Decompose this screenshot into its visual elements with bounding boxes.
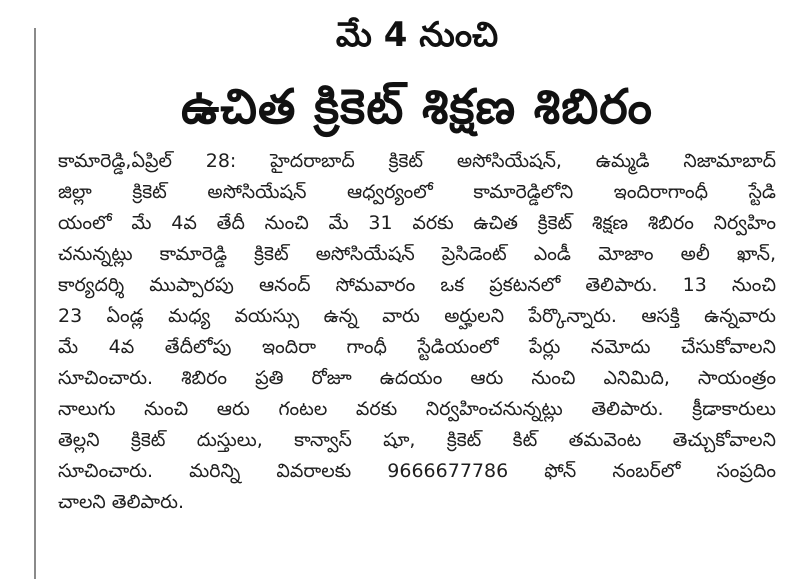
column-divider [34, 28, 36, 579]
body-line: సూచించారు. శిబిరం ప్రతి రోజూ ఉదయం ఆరు నుంచి ఎనిమిది, సాయంత్రం [58, 367, 776, 389]
body-line: జిల్లా క్రికెట్ అసోసియేషన్ ఆధ్వర్యంలో కామారెడ్డిలోని ఇందిరాగాంధీ స్టేడి [58, 181, 776, 203]
news-article [58, 0, 776, 579]
body-line: యంలో మే 4వ తేదీ నుంచి మే 31 వరకు ఉచిత క్రికెట్ శిక్షణ శిబిరం నిర్వహిం [58, 212, 776, 234]
body-line: తెల్లని క్రికెట్ దుస్తులు, కాన్వాస్ షూ, క్రికెట్ కిట్ తమవెంట తెచ్చుకోవాలని [58, 429, 776, 451]
body-line: చాలని తెలిపారు. [58, 491, 184, 513]
body-line: నాలుగు నుంచి ఆరు గంటల వరకు నిర్వహించనున్నట్లు తెలిపారు. క్రీడాకారులు [58, 398, 776, 420]
body-line: చనున్నట్లు కామారెడ్డి క్రికెట్ అసోసియేషన్ ప్రెసిడెంట్ ఎండీ మోజాం అలీ ఖాన్, [58, 243, 776, 265]
article-headline: ఉచిత క్రికెట్ శిక్షణ శిబిరం [180, 79, 654, 135]
article-kicker: మే 4 నుంచి [335, 15, 499, 55]
body-line: మే 4వ తేదీలోపు ఇందిరా గాంధీ స్టేడియంలో పేర్లు నమోదు చేసుకోవాలని [58, 336, 776, 358]
body-line: సూచించారు. మరిన్ని వివరాలకు 9666677786 ఫోన్ నంబర్‌లో సంప్రదిం [58, 460, 776, 482]
article-body [58, 146, 776, 518]
body-line: కార్యదర్శి ముప్పారపు ఆనంద్ సోమవారం ఒక ప్రకటనలో తెలిపారు. 13 నుంచి [58, 274, 776, 296]
body-line: కామారెడ్డి,ఏప్రిల్ 28: హైదరాబాద్ క్రికెట్ అసోసియేషన్, ఉమ్మడి నిజామాబాద్ [58, 150, 776, 172]
body-line: 23 ఏండ్ల మధ్య వయస్సు ఉన్న వారు అర్హులని పేర్కొన్నారు. ఆసక్తి ఉన్నవారు [58, 305, 776, 327]
